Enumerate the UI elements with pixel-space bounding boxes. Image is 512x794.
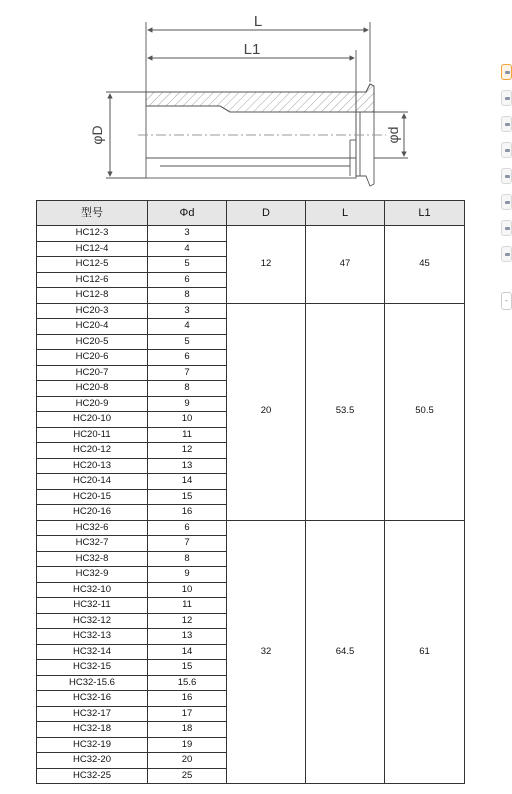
length-l1-cell: 50.5: [385, 303, 465, 520]
model-cell: HC32-20: [37, 753, 148, 769]
model-cell: HC20-7: [37, 365, 148, 381]
dim-d-label: φd: [385, 126, 401, 144]
variant-swatch[interactable]: [501, 142, 512, 158]
inner-diameter-cell: 25: [148, 768, 227, 784]
inner-diameter-cell: 16: [148, 691, 227, 707]
model-cell: HC12-5: [37, 257, 148, 273]
inner-diameter-cell: 10: [148, 582, 227, 598]
inner-diameter-cell: 9: [148, 396, 227, 412]
model-cell: HC32-19: [37, 737, 148, 753]
inner-diameter-cell: 15: [148, 660, 227, 676]
inner-diameter-cell: 11: [148, 427, 227, 443]
model-cell: HC20-3: [37, 303, 148, 319]
model-cell: HC20-5: [37, 334, 148, 350]
inner-diameter-cell: 10: [148, 412, 227, 428]
model-cell: HC32-6: [37, 520, 148, 536]
thumbnail-icon: [505, 123, 510, 126]
header-length: L: [306, 201, 385, 226]
thumbnail-icon: [505, 201, 510, 204]
inner-diameter-cell: 7: [148, 536, 227, 552]
table-row: [37, 226, 465, 242]
inner-diameter-cell: 8: [148, 551, 227, 567]
thumbnail-icon: [505, 149, 510, 152]
model-cell: HC32-8: [37, 551, 148, 567]
model-cell: HC12-3: [37, 226, 148, 242]
inner-diameter-cell: 6: [148, 350, 227, 366]
header-inner-diameter: Φd: [148, 201, 227, 226]
model-cell: HC12-8: [37, 288, 148, 304]
variant-swatch[interactable]: [501, 90, 512, 106]
length-cell: 53.5: [306, 303, 385, 520]
model-cell: HC20-13: [37, 458, 148, 474]
model-cell: HC20-6: [37, 350, 148, 366]
table-body: [37, 226, 465, 784]
model-cell: HC20-8: [37, 381, 148, 397]
inner-diameter-cell: 13: [148, 458, 227, 474]
length-cell: 64.5: [306, 520, 385, 784]
inner-diameter-cell: 8: [148, 381, 227, 397]
model-cell: HC32-7: [37, 536, 148, 552]
thumbnail-icon: [505, 253, 510, 256]
inner-diameter-cell: 12: [148, 443, 227, 459]
model-cell: HC32-9: [37, 567, 148, 583]
inner-diameter-cell: 14: [148, 644, 227, 660]
inner-diameter-cell: 3: [148, 303, 227, 319]
thumbnail-icon: [505, 227, 510, 230]
model-cell: HC20-12: [37, 443, 148, 459]
dim-D-label: φD: [89, 125, 105, 145]
thumbnail-icon: [505, 175, 510, 178]
model-cell: HC20-11: [37, 427, 148, 443]
inner-diameter-cell: 7: [148, 365, 227, 381]
inner-diameter-cell: 20: [148, 753, 227, 769]
quantity-stepper[interactable]: -: [501, 292, 512, 310]
inner-diameter-cell: 15.6: [148, 675, 227, 691]
thumbnail-icon: [505, 71, 510, 74]
dim-L1-label: L1: [243, 41, 261, 58]
variant-swatch[interactable]: [501, 168, 512, 184]
inner-diameter-cell: 5: [148, 257, 227, 273]
thumbnail-icon: [505, 97, 510, 100]
header-model: 型号: [37, 201, 148, 226]
variant-swatch[interactable]: [501, 194, 512, 210]
model-cell: HC20-4: [37, 319, 148, 335]
model-cell: HC12-4: [37, 241, 148, 257]
inner-diameter-cell: 6: [148, 520, 227, 536]
outer-diameter-cell: 12: [227, 226, 306, 304]
length-l1-cell: 45: [385, 226, 465, 304]
model-cell: HC20-10: [37, 412, 148, 428]
model-cell: HC32-15.6: [37, 675, 148, 691]
inner-diameter-cell: 13: [148, 629, 227, 645]
model-cell: HC32-10: [37, 582, 148, 598]
variant-swatch[interactable]: [501, 246, 512, 262]
inner-diameter-cell: 11: [148, 598, 227, 614]
variant-swatch[interactable]: [501, 220, 512, 236]
spec-table: [36, 200, 465, 784]
inner-diameter-cell: 15: [148, 489, 227, 505]
inner-diameter-cell: 4: [148, 319, 227, 335]
inner-diameter-cell: 3: [148, 226, 227, 242]
variant-swatch[interactable]: [501, 64, 512, 80]
model-cell: HC32-14: [37, 644, 148, 660]
header-outer-diameter: D: [227, 201, 306, 226]
model-cell: HC20-15: [37, 489, 148, 505]
table-row: [37, 303, 465, 319]
inner-diameter-cell: 8: [148, 288, 227, 304]
inner-diameter-cell: 19: [148, 737, 227, 753]
model-cell: HC32-18: [37, 722, 148, 738]
model-cell: HC32-15: [37, 660, 148, 676]
table-row: [37, 520, 465, 536]
outer-diameter-cell: 20: [227, 303, 306, 520]
model-cell: HC32-13: [37, 629, 148, 645]
inner-diameter-cell: 6: [148, 272, 227, 288]
header-length-l1: L1: [385, 201, 465, 226]
inner-diameter-cell: 18: [148, 722, 227, 738]
model-cell: HC32-16: [37, 691, 148, 707]
model-cell: HC32-11: [37, 598, 148, 614]
table-header-row: [37, 201, 465, 226]
model-cell: HC12-6: [37, 272, 148, 288]
length-l1-cell: 61: [385, 520, 465, 784]
outer-diameter-cell: 32: [227, 520, 306, 784]
dim-L-label: L: [253, 13, 263, 30]
model-cell: HC20-14: [37, 474, 148, 490]
model-cell: HC20-16: [37, 505, 148, 521]
inner-diameter-cell: 17: [148, 706, 227, 722]
model-cell: HC32-17: [37, 706, 148, 722]
collet-technical-drawing: [0, 0, 500, 198]
inner-diameter-cell: 9: [148, 567, 227, 583]
inner-diameter-cell: 4: [148, 241, 227, 257]
length-cell: 47: [306, 226, 385, 304]
side-panel: [500, 0, 512, 320]
inner-diameter-cell: 12: [148, 613, 227, 629]
variant-swatch[interactable]: [501, 116, 512, 132]
inner-diameter-cell: 16: [148, 505, 227, 521]
model-cell: HC32-12: [37, 613, 148, 629]
inner-diameter-cell: 14: [148, 474, 227, 490]
model-cell: HC32-25: [37, 768, 148, 784]
model-cell: HC20-9: [37, 396, 148, 412]
inner-diameter-cell: 5: [148, 334, 227, 350]
